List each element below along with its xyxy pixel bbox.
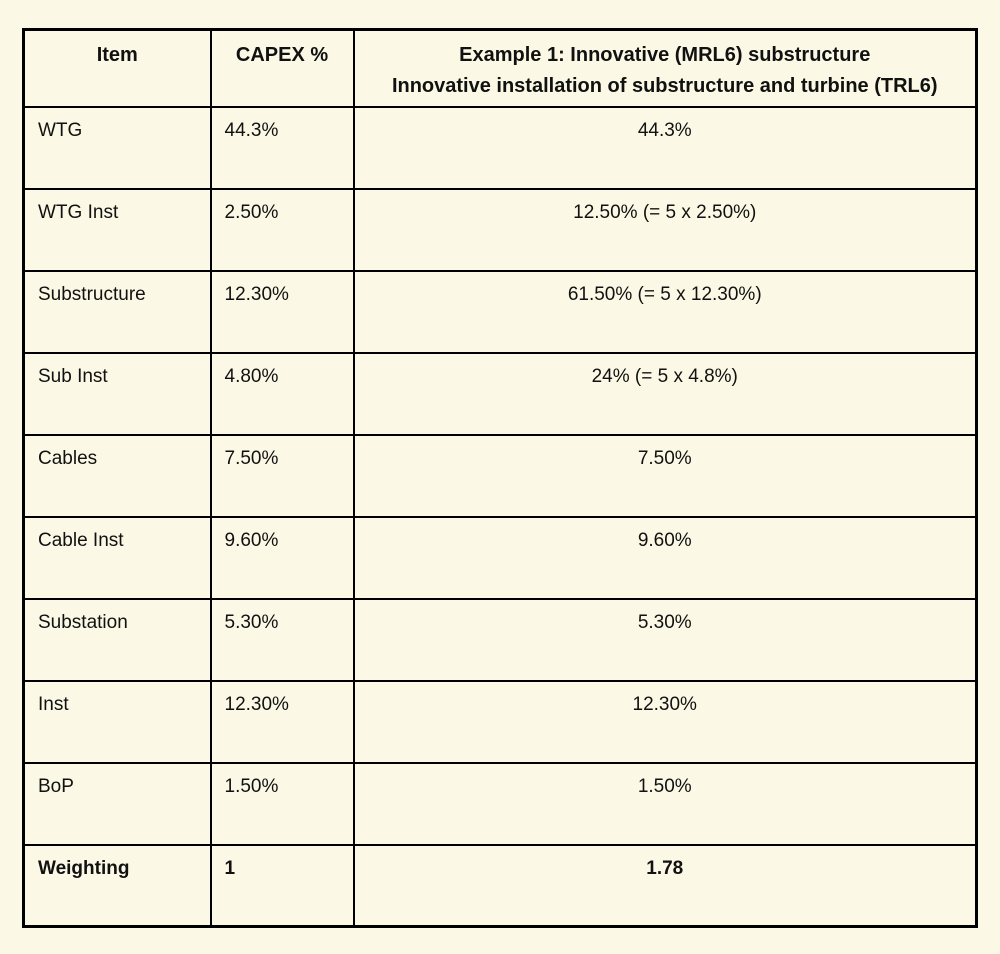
item-cell: Substation — [24, 599, 211, 681]
capex-cell: 2.50% — [211, 189, 354, 271]
capex-cell: 1 — [211, 845, 354, 927]
capex-cell: 44.3% — [211, 107, 354, 189]
capex-weighting-table — [22, 28, 978, 928]
example-header-line1: Example 1: Innovative (MRL6) substructure — [459, 44, 871, 66]
table-row — [24, 107, 977, 189]
example-cell: 61.50% (= 5 x 12.30%) — [354, 271, 977, 353]
table-row — [24, 189, 977, 271]
item-cell: BoP — [24, 763, 211, 845]
col-header-capex: CAPEX % — [211, 30, 354, 107]
example-cell: 7.50% — [354, 435, 977, 517]
example-cell: 9.60% — [354, 517, 977, 599]
table-row — [24, 599, 977, 681]
table-row — [24, 271, 977, 353]
col-header-example — [354, 30, 977, 107]
example-cell: 44.3% — [354, 107, 977, 189]
capex-cell: 9.60% — [211, 517, 354, 599]
capex-table-container — [22, 28, 978, 928]
example-header-line2: Innovative installation of substructure and turbine (TRL6) — [391, 75, 938, 97]
capex-cell: 4.80% — [211, 353, 354, 435]
example-cell: 1.50% — [354, 763, 977, 845]
capex-cell: 5.30% — [211, 599, 354, 681]
item-cell: Sub Inst — [24, 353, 211, 435]
example-cell: 12.50% (= 5 x 2.50%) — [354, 189, 977, 271]
item-cell: Weighting — [24, 845, 211, 927]
item-cell: Inst — [24, 681, 211, 763]
capex-cell: 7.50% — [211, 435, 354, 517]
table-row — [24, 763, 977, 845]
table-row-weighting-total — [24, 845, 977, 927]
example-cell: 5.30% — [354, 599, 977, 681]
item-cell: Cables — [24, 435, 211, 517]
item-cell: WTG Inst — [24, 189, 211, 271]
table-row — [24, 681, 977, 763]
table-header — [24, 30, 977, 107]
capex-cell: 1.50% — [211, 763, 354, 845]
item-cell: Cable Inst — [24, 517, 211, 599]
table-row — [24, 353, 977, 435]
capex-cell: 12.30% — [211, 681, 354, 763]
table-row — [24, 517, 977, 599]
example-cell: 1.78 — [354, 845, 977, 927]
header-row — [24, 30, 977, 107]
capex-cell: 12.30% — [211, 271, 354, 353]
col-header-item: Item — [24, 30, 211, 107]
item-cell: WTG — [24, 107, 211, 189]
table-row — [24, 435, 977, 517]
item-cell: Substructure — [24, 271, 211, 353]
table-body — [24, 107, 977, 927]
example-cell: 12.30% — [354, 681, 977, 763]
example-cell: 24% (= 5 x 4.8%) — [354, 353, 977, 435]
